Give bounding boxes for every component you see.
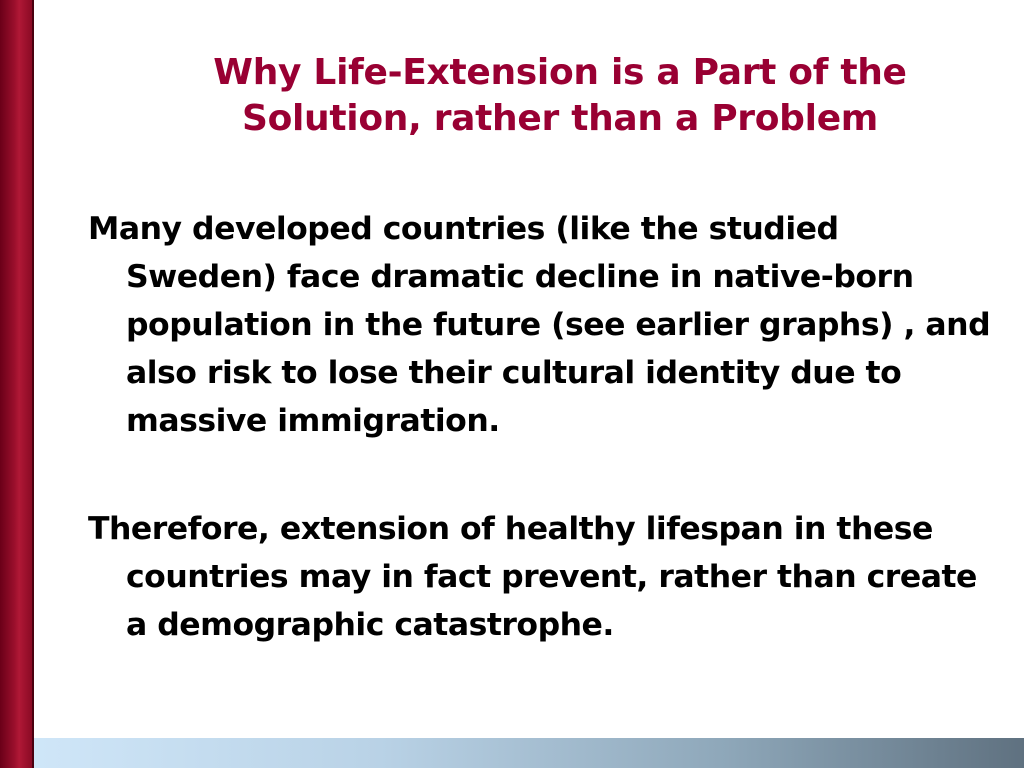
- bottom-gradient-bar: [34, 738, 1024, 768]
- left-accent-bar: [0, 0, 34, 768]
- slide-title-line-1: Why Life-Extension is a Part of the: [213, 52, 907, 93]
- paragraph-decline: Many developed countries (like the studied Sweden) face dramatic decline in native-born population in the future (see earlier graphs) , and also risk to lose their cultural identity due to massive immigration.: [88, 211, 991, 439]
- slide-title: [60, 50, 1024, 142]
- slide-body: [88, 205, 998, 649]
- paragraph-conclusion: Therefore, extension of healthy lifespan in these countries may in fact prevent, rather than create a demographic catastrophe.: [88, 511, 977, 643]
- slide-title-line-2: Solution, rather than a Problem: [241, 98, 879, 139]
